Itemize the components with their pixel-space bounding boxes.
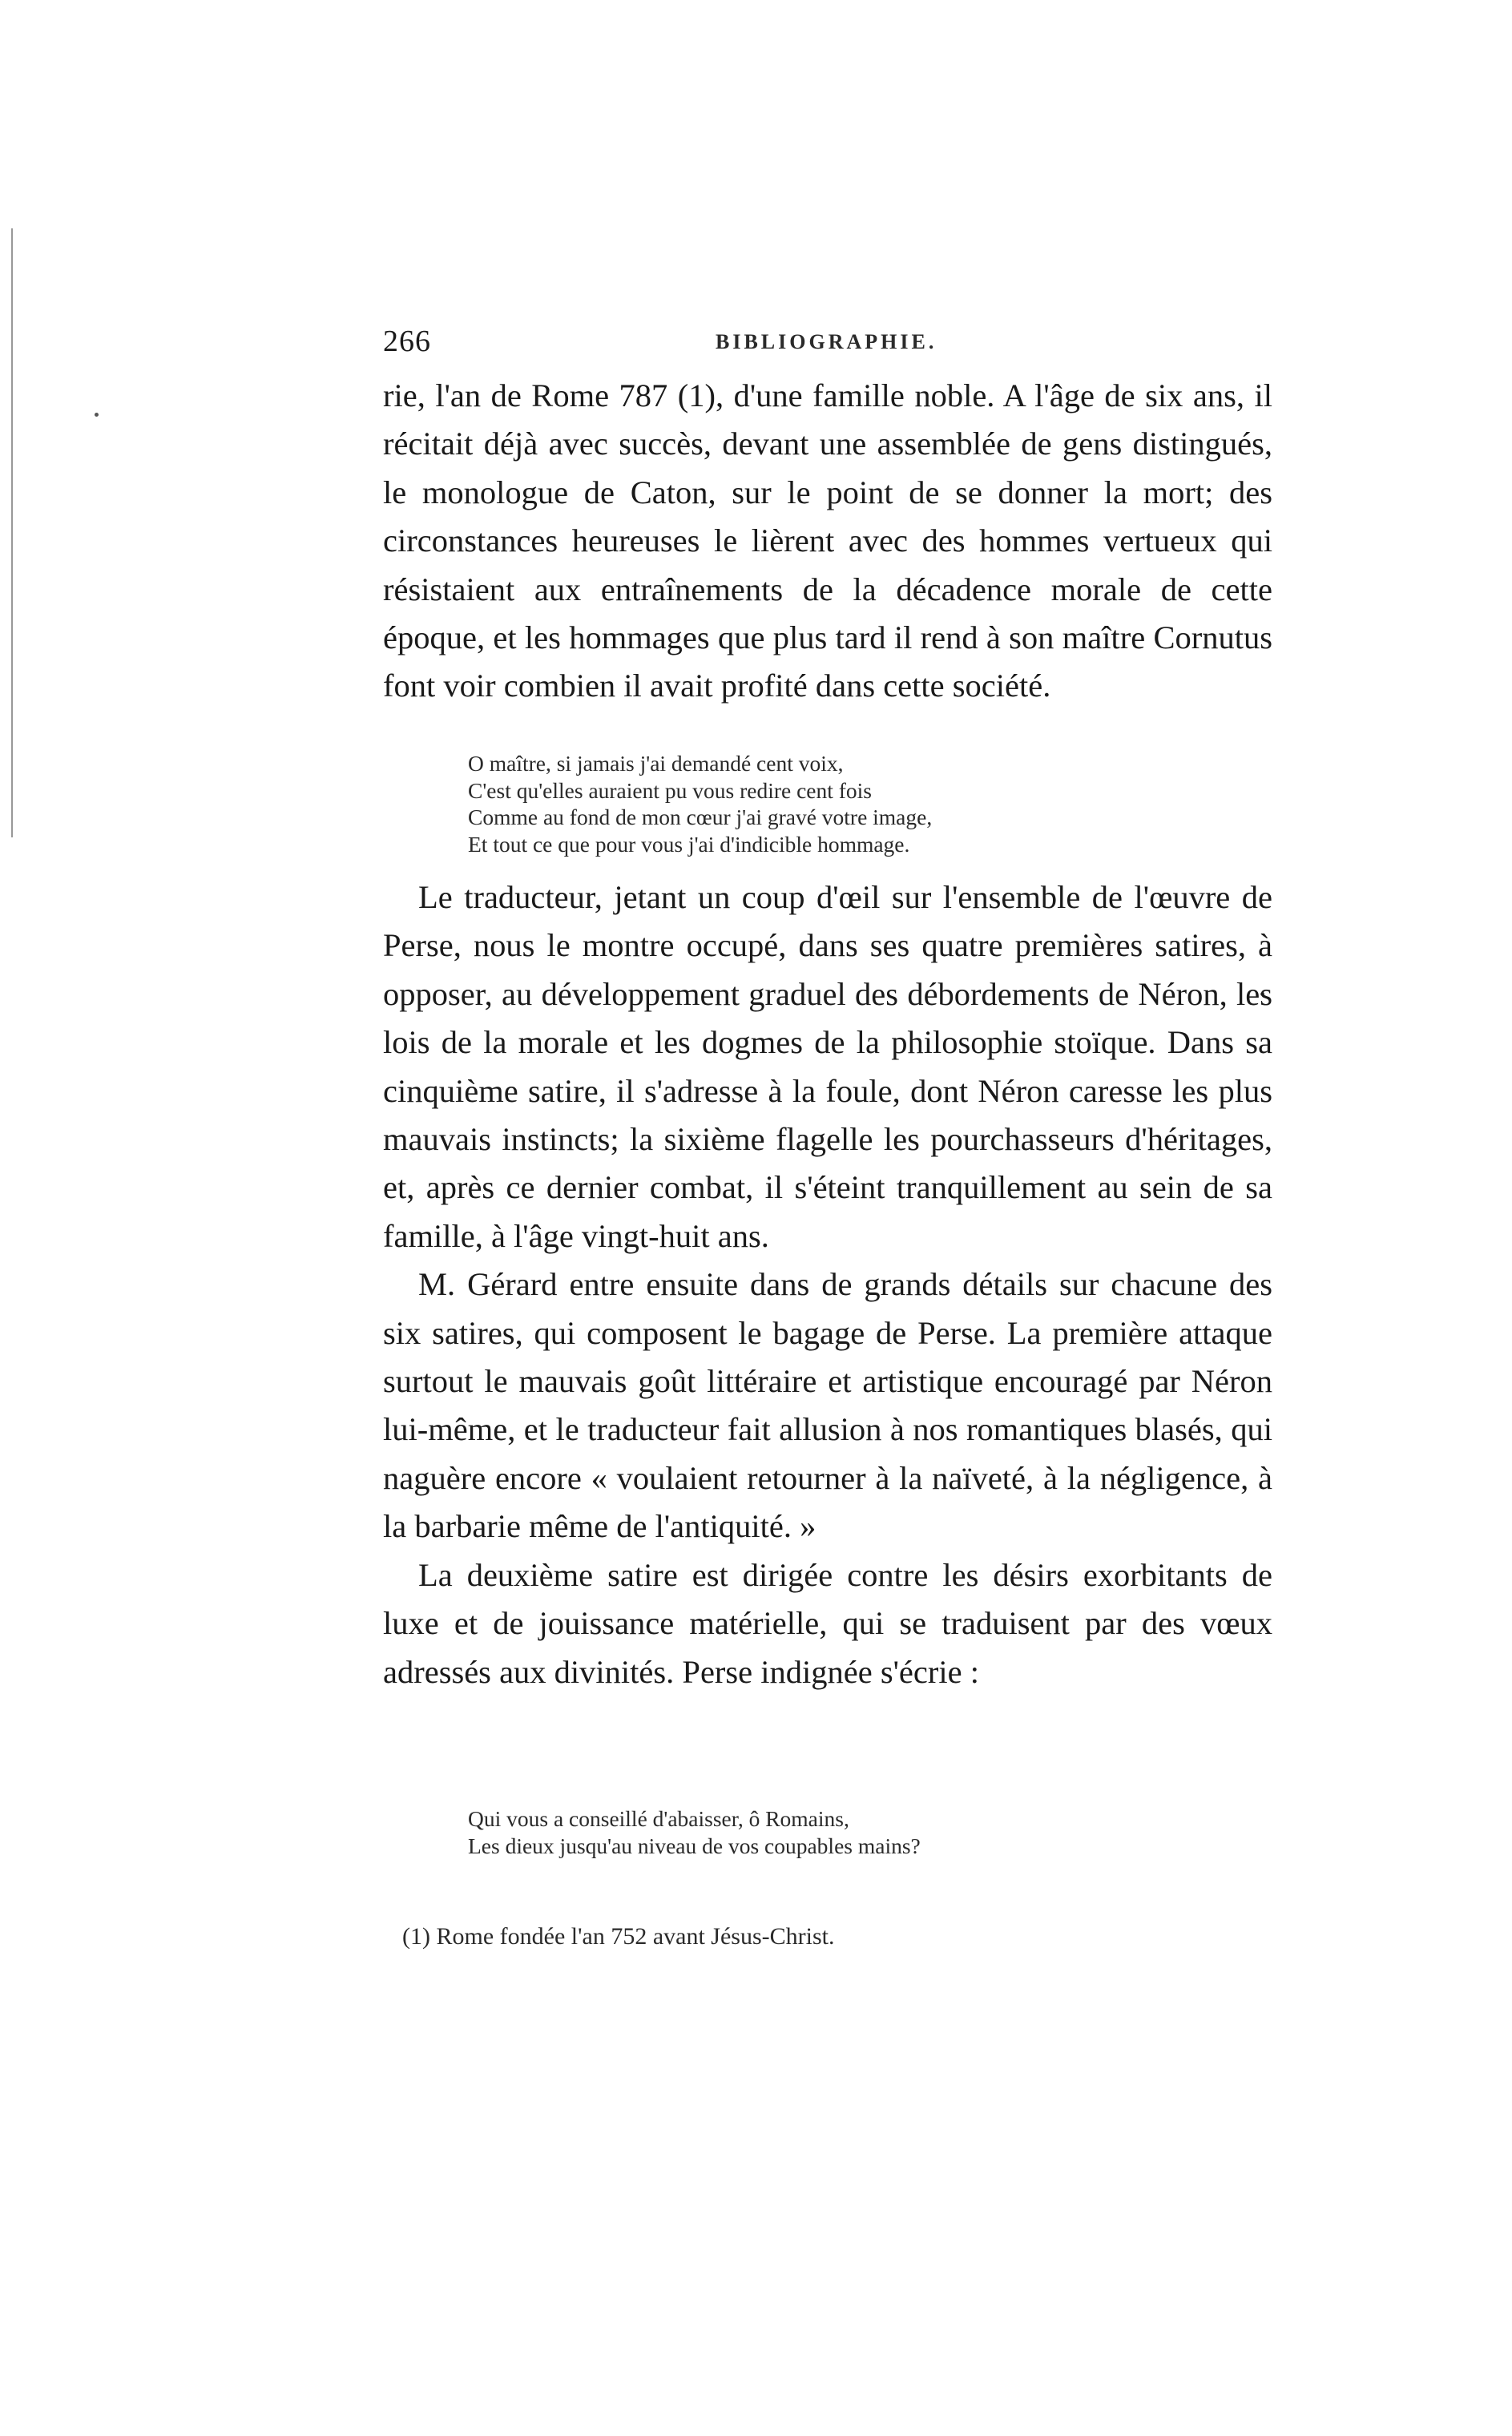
running-head-title: BIBLIOGRAPHIE. xyxy=(716,330,937,353)
verse-line: Les dieux jusqu'au niveau de vos coupables mains? xyxy=(468,1833,921,1858)
paragraph: La deuxième satire est dirigée contre les désirs exorbitants de luxe et de jouissance matérielle, qui se traduisent par des vœux adressés aux divinités. Perse indignée s'écrie : xyxy=(383,1556,1272,1690)
scan-margin-mark xyxy=(11,228,13,837)
verse-quote-cornutus xyxy=(468,750,1269,857)
paragraph-block-2 xyxy=(383,873,1272,1696)
verse-line: O maître, si jamais j'ai demandé cent voix, xyxy=(468,751,844,776)
verse-line: Comme au fond de mon cœur j'ai gravé votre image, xyxy=(468,805,933,829)
verse-quote-romains xyxy=(468,1805,1269,1859)
page-number: 266 xyxy=(383,325,431,358)
verse-line: Qui vous a conseillé d'abaisser, ô Romains, xyxy=(468,1806,849,1831)
footnote: (1) Rome fondée l'an 752 avant Jésus-Christ. xyxy=(402,1923,835,1950)
paragraph: M. Gérard entre ensuite dans de grands détails sur chacune des six satires, qui composent le bagage de Perse. La première attaque surtout le mauvais goût littéraire et artistique encouragé par Néron lui-même, et le traducteur fait allusion à nos romantiques blasés, qui naguère encore « voulaient retourner à la naïveté, à la négligence, à la barbarie même de l'antiquité. » xyxy=(383,1266,1272,1545)
paragraph: rie, l'an de Rome 787 (1), d'une famille noble. A l'âge de six ans, il récitait déjà avec succès, devant une assemblée de gens distingués, le monologue de Caton, sur le point de se donner la mort; des circonstances heureuses le lièrent avec des hommes vertueux qui résistaient aux entraînements de la décadence morale de cette époque, et les hommages que plus tard il rend à son maître Cornutus font voir combien il avait profité dans cette société. xyxy=(383,377,1272,704)
verse-line: C'est qu'elles auraient pu vous redire cent fois xyxy=(468,777,872,803)
paragraph-block-1 xyxy=(383,372,1272,711)
paragraph: Le traducteur, jetant un coup d'œil sur l'ensemble de l'œuvre de Perse, nous le montre occupé, dans ses quatre premières satires, à opposer, au développement graduel des débordements de Néron, les lois de la morale et les dogmes de la philosophie stoïque. Dans sa cinquième satire, il s'adresse à la foule, dont Néron caresse les plus mauvais instincts; la sixième flagelle les pourchasseurs d'héritages, et, après ce dernier combat, il s'éteint tranquillement au sein de sa famille, à l'âge vingt-huit ans. xyxy=(383,879,1272,1254)
verse-line: Et tout ce que pour vous j'ai d'indicible hommage. xyxy=(468,831,910,857)
running-head xyxy=(383,324,1272,364)
scan-speck xyxy=(95,413,99,417)
